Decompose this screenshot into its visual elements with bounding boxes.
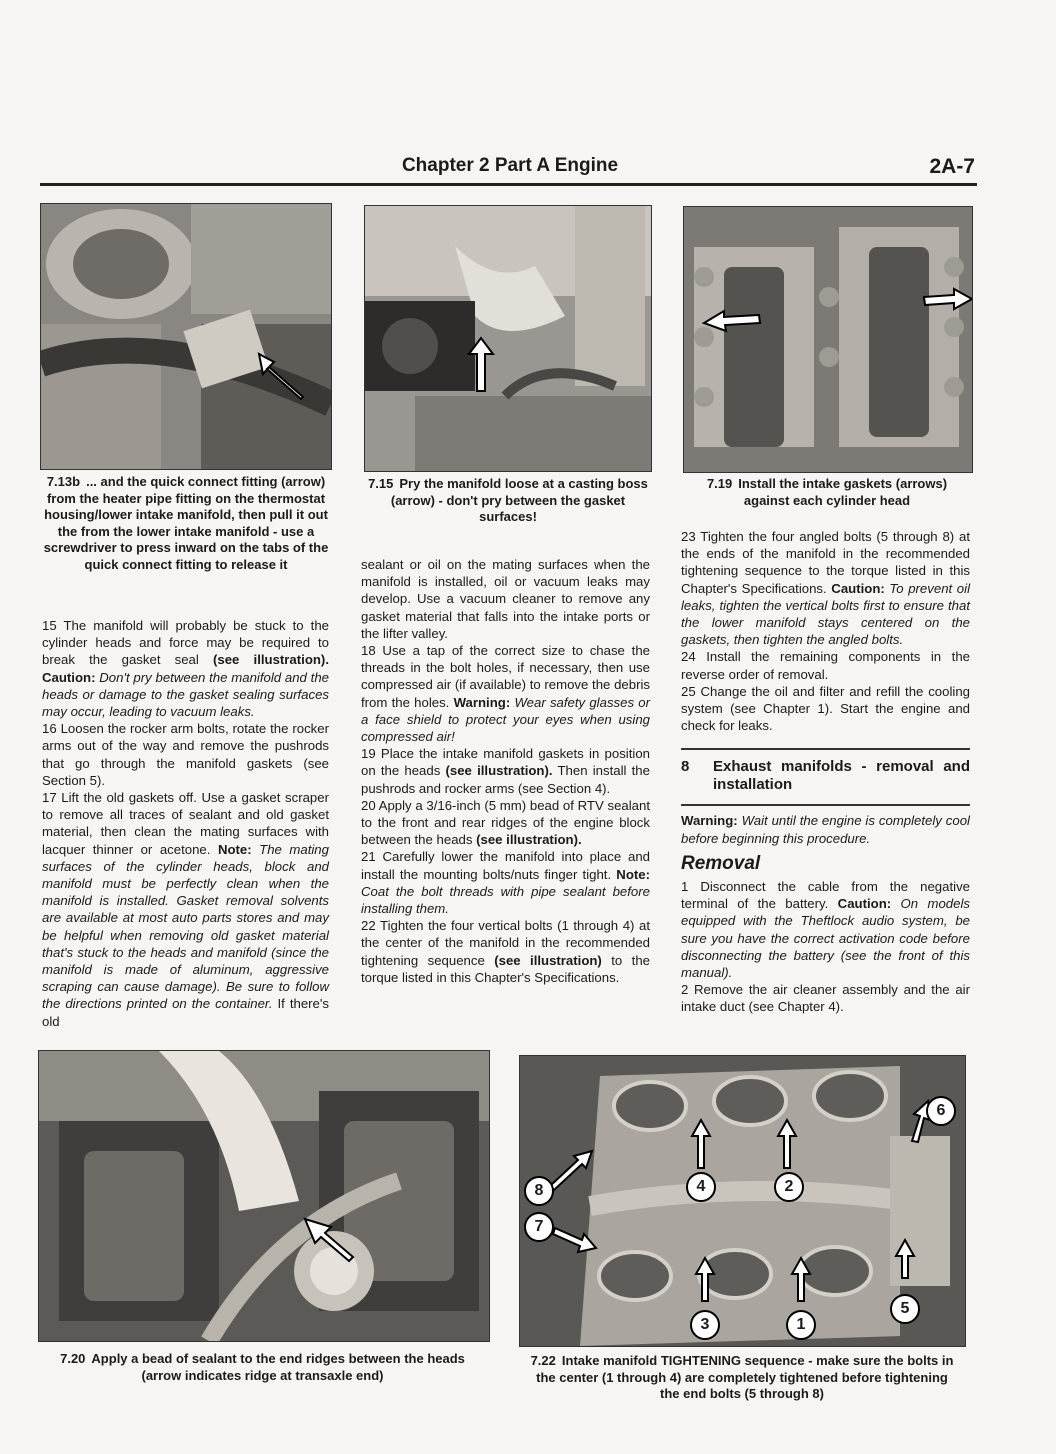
paragraph-continued: sealant or oil on the mating surfaces when the manifold is installed, oil or vacuum leaks may develop. Use a vacuum cleaner to remove any gasket material that falls into the intake ports or the lifter valley. — [361, 557, 650, 641]
figure-number: 7.15 — [368, 476, 394, 491]
warning-note: Warning: Wait until the engine is completely cool before beginning this procedure. — [681, 813, 970, 846]
bolt-label-7: 7 — [524, 1212, 554, 1242]
header-rule — [40, 183, 977, 186]
photo-7-19 — [683, 206, 973, 473]
photo-7-15 — [364, 205, 652, 472]
paragraph-20: 20 Apply a 3/16-inch (5 mm) bead of RTV sealant to the front and rear ridges of the engine block between the heads (see illustration). — [361, 797, 650, 848]
caption-7-19 — [683, 476, 971, 509]
figure-number: 7.20 — [60, 1351, 86, 1366]
paragraph-16: 16 Loosen the rocker arm bolts, rotate the rocker arms out of the way and remove the pushrods that go through the manifold gaskets (see Section 5). — [42, 721, 329, 788]
bolt-label-4: 4 — [686, 1172, 716, 1202]
paragraph-18: 18 Use a tap of the correct size to chase the threads in the bolt holes, if necessary, then use compressed air (if available) to remove the debris from the holes. Warning: Wear safety glasses or a face shield to protect your eyes when using compressed air! — [361, 643, 651, 745]
caption-7-15 — [366, 476, 650, 526]
bolt-label-3: 3 — [690, 1310, 720, 1340]
text-column-2 — [361, 556, 650, 986]
photo-7-22 — [519, 1055, 966, 1347]
paragraph-21: 21 Carefully lower the manifold into place and install the mounting bolts/nuts finger tight. Note: Coat the bolt threads with pipe sealant before installing them. — [361, 849, 650, 917]
paragraph-15: 15 The manifold will probably be stuck to the cylinder heads and force may be required to break the gasket seal (see illustration). Caution: Don't pry between the manifold and the heads or damage to the gasket sealing surfaces may occur, leading to vacuum leaks. — [42, 618, 329, 720]
paragraph-2: 2 Remove the air cleaner assembly and the air intake duct (see Chapter 4). — [681, 982, 970, 1015]
bolt-label-5: 5 — [890, 1294, 920, 1324]
section-rule-bottom — [681, 804, 970, 806]
paragraph-23: 23 Tighten the four angled bolts (5 through 8) at the ends of the manifold in the recommended tightening sequence to the torque listed in this Chapter's Specifications. Caution: To prevent oil leaks, tighten the vertical bolts first to ensure that the lower manifold stays centered on the gaskets, then tighten the angled bolts. — [681, 529, 970, 648]
section-rule-top — [681, 748, 970, 750]
bolt-label-6: 6 — [926, 1096, 956, 1126]
figure-number: 7.19 — [706, 476, 733, 491]
paragraph-24: 24 Install the remaining components in the reverse order of removal. — [681, 649, 970, 682]
caption-text: ... and the quick connect fitting (arrow) from the heater pipe fitting on the thermostat housing/lower intake manifold, then pull it out the from the lower intake manifold - use a screwdriver to press inward on the tabs of the quick connect fitting to release it — [43, 474, 329, 572]
figure-number: 7.13b — [46, 474, 81, 489]
chapter-title: Chapter 2 Part A Engine — [401, 155, 619, 176]
caption-text: Install the intake gaskets (arrows) against each cylinder head — [738, 476, 948, 508]
caption-7-20 — [50, 1351, 475, 1384]
paragraph-17: 17 Lift the old gaskets off. Use a gasket scraper to remove all traces of sealant and old gasket material, then clean the mating surfaces with lacquer thinner or acetone. Note: The mating surfaces of the cylinder heads, block and manifold must be perfectly clean when the manifold is installed. Gasket removal solvents are available at most auto parts stores and may be helpful when removing old gasket material that's stuck to the heads and manifold (since the manifold is made of aluminum, aggressive scraping can cause damage). Be sure to follow the directions printed on the container. If there's old — [42, 790, 330, 1029]
figure-number: 7.22 — [530, 1353, 556, 1368]
bolt-label-1: 1 — [786, 1310, 816, 1340]
caption-text: Intake manifold TIGHTENING sequence - make sure the bolts in the center (1 through 4) are completely tightened before tightening the end bolts (5 through 8) — [536, 1353, 954, 1401]
photo-7-13b — [40, 203, 332, 470]
page-number: 2A-7 — [929, 155, 975, 178]
paragraph-22: 22 Tighten the four vertical bolts (1 through 4) at the center of the manifold in the recommended tightening sequence (see illustration) to the torque listed in this Chapter's Specifications. — [361, 918, 650, 985]
caption-text: Apply a bead of sealant to the end ridges between the heads (arrow indicates ridge at transaxle end) — [91, 1351, 465, 1383]
bolt-label-2: 2 — [774, 1172, 804, 1202]
text-column-3 — [681, 528, 970, 1016]
bolt-label-8: 8 — [524, 1176, 554, 1206]
paragraph-19: 19 Place the intake manifold gaskets in position on the heads (see illustration). Then install the pushrods and rocker arms (see Section 4). — [361, 746, 650, 796]
caption-text: Pry the manifold loose at a casting boss (arrow) - don't pry between the gasket surfaces! — [390, 476, 648, 524]
photo-7-20 — [38, 1050, 490, 1342]
text-column-1 — [42, 617, 329, 1030]
caption-7-13b — [42, 474, 330, 573]
subheading-removal: Removal — [681, 852, 761, 874]
paragraph-25: 25 Change the oil and filter and refill the cooling system (see Chapter 1). Start the engine and check for leaks. — [681, 683, 970, 734]
caption-7-22 — [526, 1353, 958, 1403]
paragraph-1: 1 Disconnect the cable from the negative terminal of the battery. Caution: On models equipped with the Theftlock audio system, be sure you have the correct activation code before disconnecting the battery (see the front of this manual). — [681, 879, 970, 981]
section-heading: 8 Exhaust manifolds - removal and installation — [681, 758, 970, 794]
